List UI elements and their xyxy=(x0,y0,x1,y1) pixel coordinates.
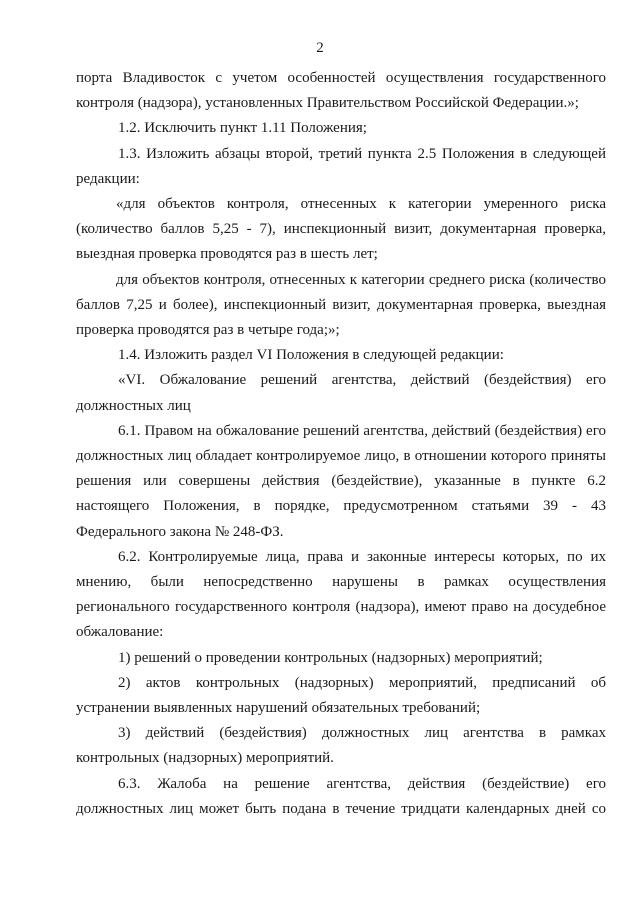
paragraph-6-1: 6.1. Правом на обжалование решений агентства, действий (бездействия) его должностных лиц обладает контролируемое лицо, в отношении которого приняты решения или совершены действия (бездействие), указанные в пункте 6.2 настоящего Положения, в порядке, предусмотренном статьями 39 - 43 Федерального закона № 248-ФЗ. xyxy=(76,422,606,540)
list-item-1: 1) решений о проведении контрольных (надзорных) мероприятий; xyxy=(118,649,543,666)
section-heading-vi: «VI. Обжалование решений агентства, действий (бездействия) его должностных лиц xyxy=(76,372,606,414)
list-item-3: 3) действий (бездействия) должностных лиц агентства в рамках контрольных (надзорных) мероприятий. xyxy=(76,725,606,767)
list-item-2: 2) актов контрольных (надзорных) мероприятий, предписаний об устранении выявленных нарушений обязательных требований; xyxy=(76,674,606,717)
document-body xyxy=(76,66,606,822)
paragraph-quote-moderate-risk: «для объектов контроля, отнесенных к категории умеренного риска (количество баллов 5,25 - 7), инспекционный визит, документарная проверка, выездная проверка проводятся раз в шесть лет; xyxy=(76,196,606,263)
paragraph-item-1-3: 1.3. Изложить абзацы второй, третий пункта 2.5 Положения в следующей редакции: xyxy=(76,145,606,187)
paragraph-quote-medium-risk: для объектов контроля, отнесенных к категории среднего риска (количество баллов 7,25 и более), инспекционный визит, документарная проверка, выездная проверка проводятся раз в четыре года;»; xyxy=(76,271,606,339)
paragraph-6-3: 6.3. Жалоба на решение агентства, действия (бездействие) его должностных лиц может быть подана в течение тридцати календарных дней со xyxy=(76,775,606,817)
paragraph-item-1-2: 1.2. Исключить пункт 1.11 Положения; xyxy=(118,120,367,137)
paragraph-item-1-4: 1.4. Изложить раздел VI Положения в следующей редакции: xyxy=(118,347,504,364)
page-number: 2 xyxy=(316,40,324,56)
paragraph-continuation: порта Владивосток с учетом особенностей осуществления государственного контроля (надзора), установленных Правительством Российской Федерации.»; xyxy=(76,70,606,112)
paragraph-6-2: 6.2. Контролируемые лица, права и законные интересы которых, по их мнению, были непосредственно нарушены в рамках осуществления регионального государственного контроля (надзора), имеют право на досудебное обжалование: xyxy=(76,548,606,641)
